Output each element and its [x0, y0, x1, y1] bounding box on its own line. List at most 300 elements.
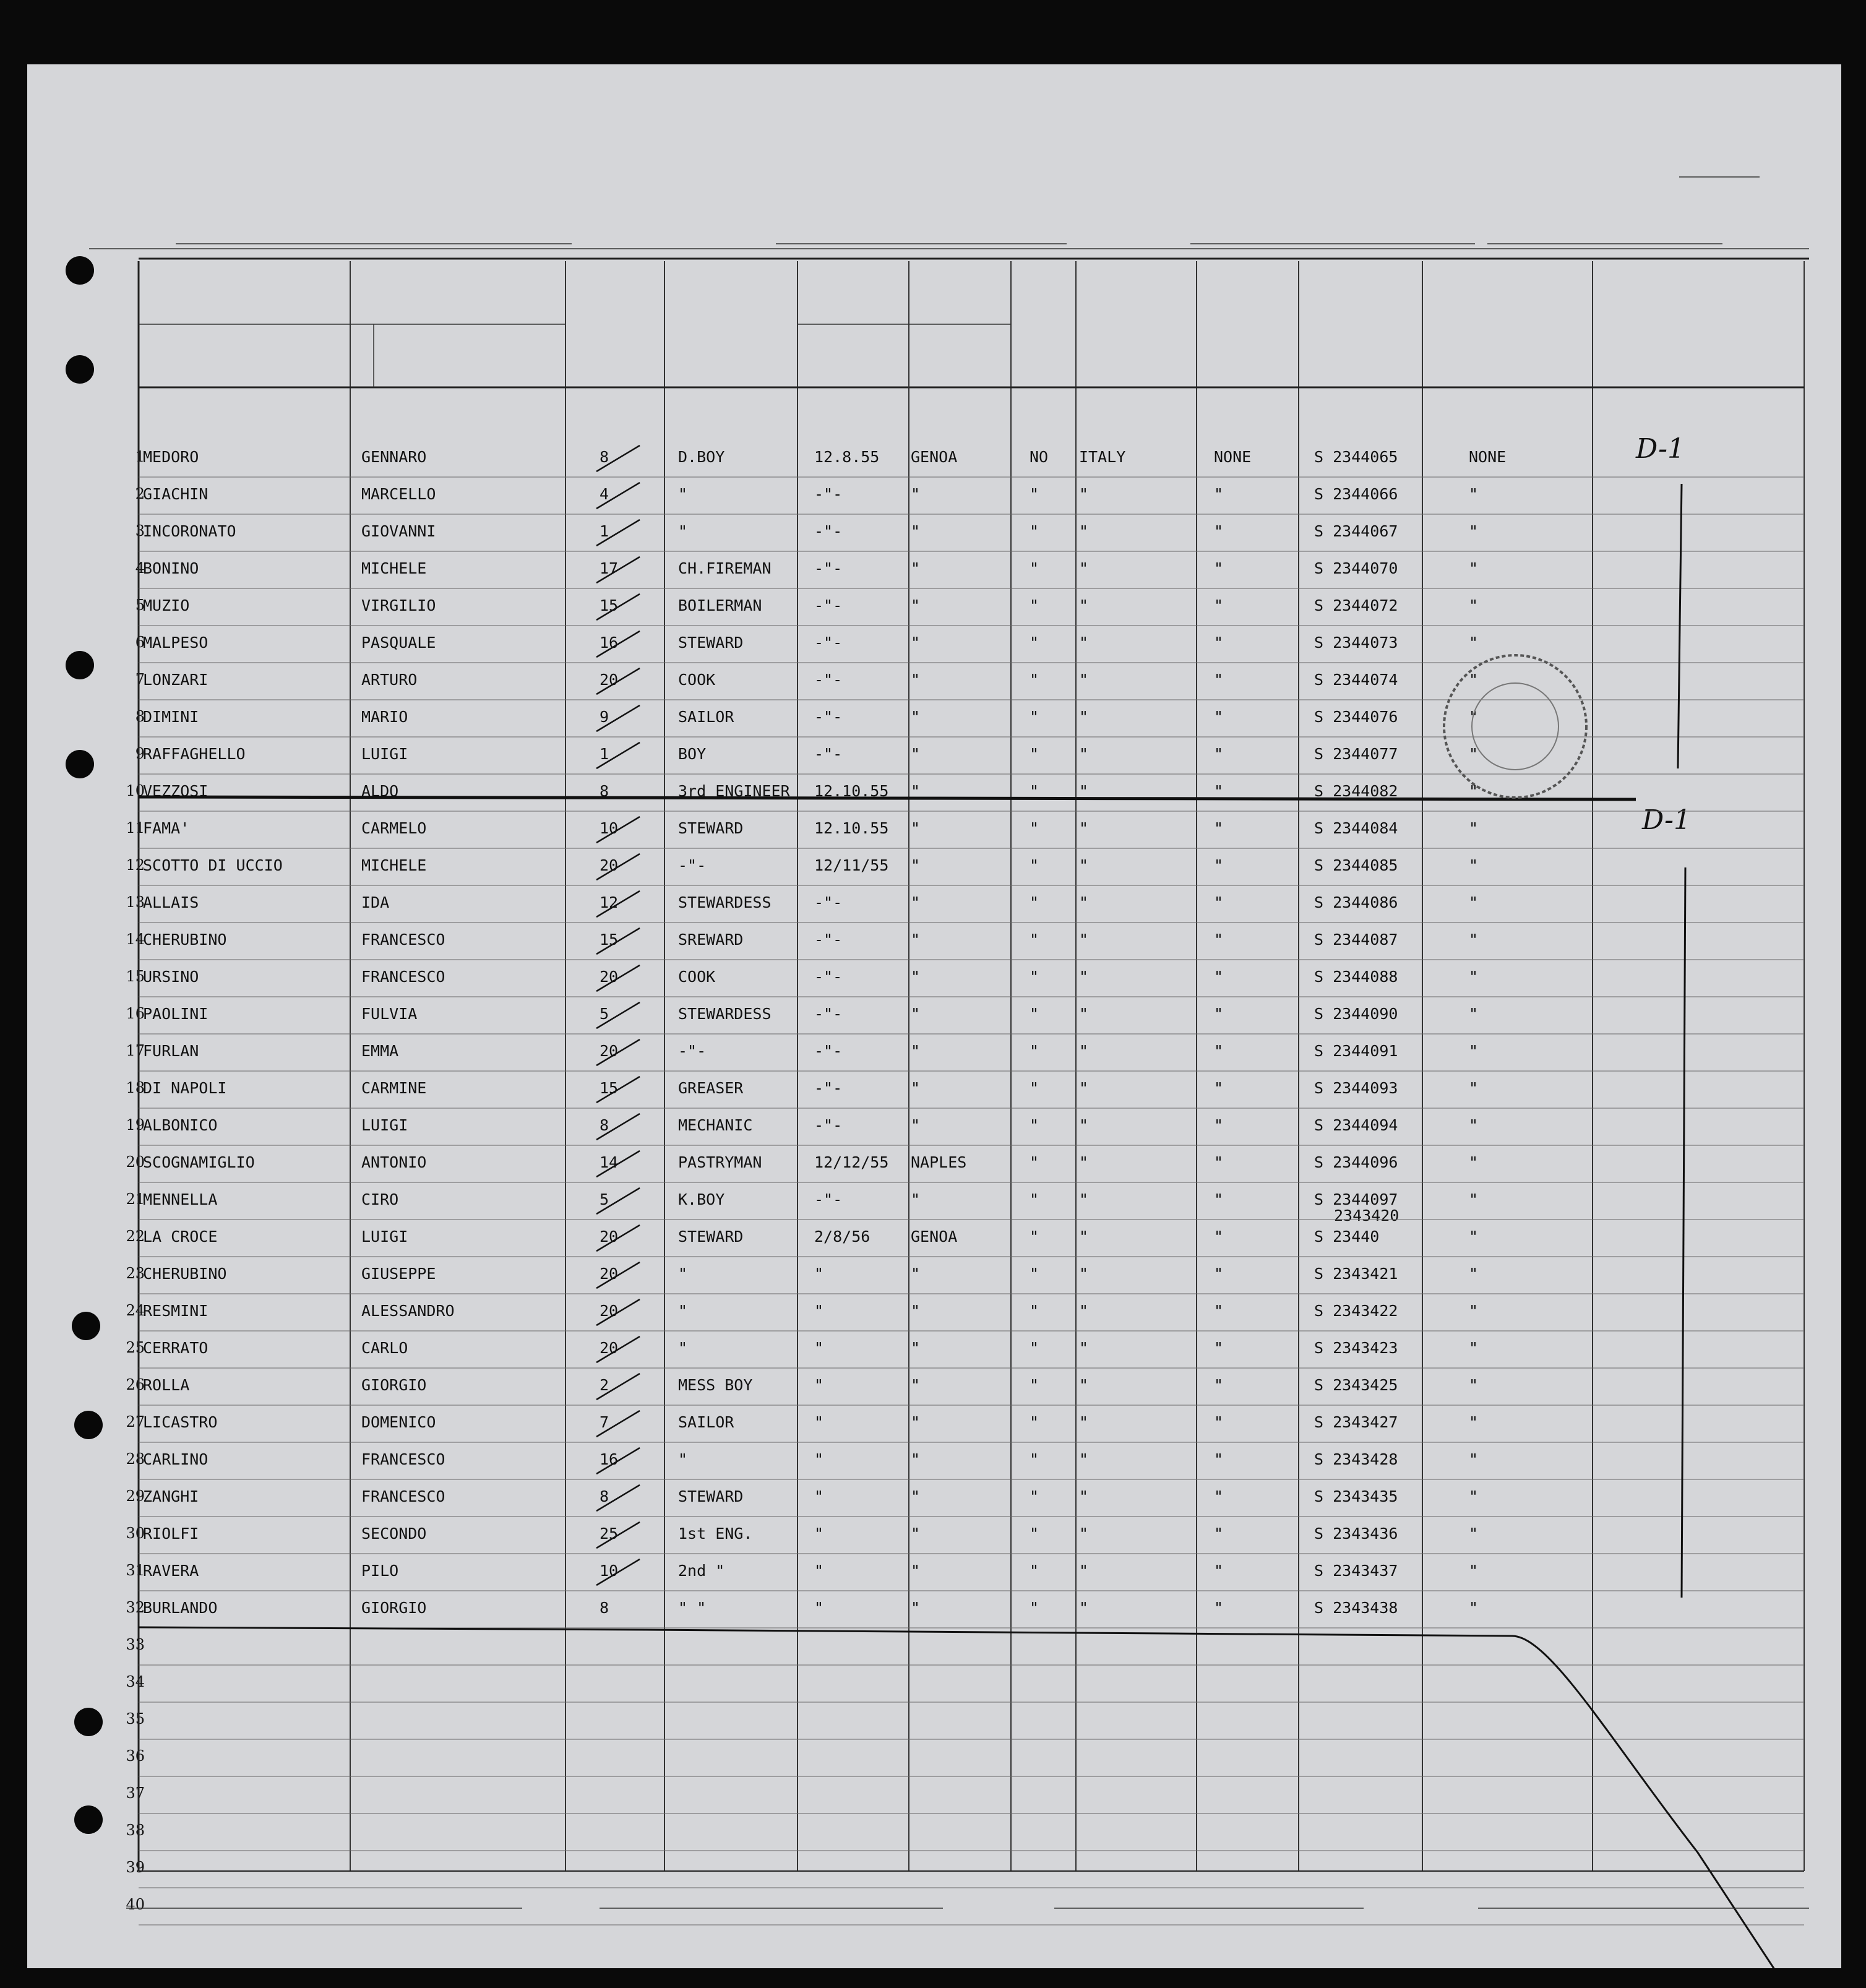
serial-number: S 2344066 [1314, 485, 1398, 503]
serial-number: S 2344082 [1314, 782, 1398, 800]
medicine: " [1214, 1562, 1224, 1580]
row-number: 23 [126, 1265, 145, 1282]
shipped-where: " [911, 596, 921, 614]
binder-hole [66, 256, 94, 285]
position: 2nd " [678, 1562, 725, 1580]
row-number: 19 [126, 1116, 145, 1134]
position: -"- [678, 1042, 707, 1060]
serial-number: S 2344088 [1314, 968, 1398, 986]
remarks: " [1469, 485, 1479, 503]
officer-mark-row11: D-1 [1642, 804, 1691, 836]
service-length: 15 [600, 931, 619, 949]
family-name: LA CROCE [143, 1228, 218, 1246]
family-name: DI NAPOLI [143, 1079, 227, 1097]
country: " [1079, 1265, 1089, 1283]
row-number: 5 [135, 596, 145, 614]
row-number: 24 [126, 1302, 145, 1319]
serial-number: S 2343438 [1314, 1599, 1398, 1617]
serial-number: S 2343428 [1314, 1450, 1398, 1468]
shipped-when: 12.10.55 [814, 819, 889, 837]
service-length: 20 [600, 1042, 619, 1060]
shipped-when: 12.10.55 [814, 782, 889, 800]
discharged: " [1030, 1153, 1039, 1171]
service-length: 20 [600, 856, 619, 874]
remarks: " [1469, 745, 1479, 763]
row-number: 35 [126, 1710, 145, 1728]
serial-number: S 2344090 [1314, 1005, 1398, 1023]
serial-number: S 2344074 [1314, 671, 1398, 689]
position: " [678, 1302, 688, 1320]
medicine: " [1214, 1302, 1224, 1320]
given-name: ARTURO [361, 671, 418, 689]
given-name: MARIO [361, 708, 408, 726]
shipped-where: " [911, 856, 921, 874]
family-name: URSINO [143, 968, 199, 986]
service-length: 16 [600, 1450, 619, 1468]
country: " [1079, 1450, 1089, 1468]
family-name: BURLANDO [143, 1599, 218, 1617]
discharged: " [1030, 1005, 1039, 1023]
service-length: 20 [600, 1228, 619, 1246]
row-number: 32 [126, 1599, 145, 1616]
medicine: " [1214, 1079, 1224, 1097]
family-name: RESMINI [143, 1302, 209, 1320]
shipped-where: " [911, 671, 921, 689]
country: " [1079, 1339, 1089, 1357]
given-name: FRANCESCO [361, 1487, 445, 1505]
shipped-where: " [911, 893, 921, 911]
medicine: " [1214, 1376, 1224, 1394]
medicine: " [1214, 968, 1224, 986]
binder-hole [66, 750, 94, 778]
serial-number: S 2344065 [1314, 448, 1398, 466]
family-name: GIACHIN [143, 485, 209, 503]
family-name: LONZARI [143, 671, 209, 689]
service-length: 7 [600, 1413, 609, 1431]
medicine: " [1214, 485, 1224, 503]
country: " [1079, 1525, 1089, 1543]
discharged: " [1030, 1562, 1039, 1580]
position: K.BOY [678, 1190, 725, 1208]
service-length: 20 [600, 1339, 619, 1357]
row-number: 30 [126, 1525, 145, 1542]
family-name: FAMA' [143, 819, 190, 837]
service-length: 8 [600, 448, 609, 466]
family-name: MUZIO [143, 596, 190, 614]
family-name: CHERUBINO [143, 1265, 227, 1283]
country: " [1079, 1562, 1089, 1580]
medicine: " [1214, 522, 1224, 540]
given-name: CARMINE [361, 1079, 427, 1097]
remarks: " [1469, 1376, 1479, 1394]
shipped-when: -"- [814, 968, 843, 986]
discharged: " [1030, 819, 1039, 837]
country: " [1079, 596, 1089, 614]
discharged: " [1030, 1302, 1039, 1320]
discharged: " [1030, 634, 1039, 652]
family-name: INCORONATO [143, 522, 236, 540]
serial-number: S 2344073 [1314, 634, 1398, 652]
row-number: 1 [135, 448, 145, 465]
position: COOK [678, 671, 716, 689]
shipped-where: " [911, 1487, 921, 1505]
position: MESS BOY [678, 1376, 753, 1394]
remarks: " [1469, 634, 1479, 652]
medicine: " [1214, 1228, 1224, 1246]
remarks: " [1469, 1042, 1479, 1060]
shipped-when: -"- [814, 1005, 843, 1023]
discharged: " [1030, 1228, 1039, 1246]
service-length: 5 [600, 1190, 609, 1208]
given-name: CARLO [361, 1339, 408, 1357]
position: SAILOR [678, 1413, 734, 1431]
position: STEWARD [678, 1228, 744, 1246]
given-name: FRANCESCO [361, 1450, 445, 1468]
discharged: " [1030, 708, 1039, 726]
serial-number: S 2343425 [1314, 1376, 1398, 1394]
family-name: SCOGNAMIGLIO [143, 1153, 255, 1171]
service-length: 12 [600, 893, 619, 911]
shipped-when: " [814, 1487, 824, 1505]
service-length: 25 [600, 1525, 619, 1543]
given-name: GIOVANNI [361, 522, 436, 540]
shipped-where: " [911, 782, 921, 800]
remarks: " [1469, 1153, 1479, 1171]
discharged: " [1030, 1376, 1039, 1394]
service-length: 9 [600, 708, 609, 726]
medicine: " [1214, 1116, 1224, 1134]
shipped-where: " [911, 745, 921, 763]
shipped-when: -"- [814, 634, 843, 652]
shipped-when: " [814, 1525, 824, 1543]
remarks: " [1469, 596, 1479, 614]
position: STEWARD [678, 1487, 744, 1505]
row-number: 17 [126, 1042, 145, 1059]
country: " [1079, 1228, 1089, 1246]
family-name: MALPESO [143, 634, 209, 652]
service-length: 8 [600, 1116, 609, 1134]
position: GREASER [678, 1079, 744, 1097]
service-length: 10 [600, 819, 619, 837]
country: ITALY [1079, 448, 1126, 466]
binder-hole [66, 651, 94, 679]
medicine: " [1214, 856, 1224, 874]
medicine: " [1214, 1153, 1224, 1171]
row-number: 18 [126, 1079, 145, 1096]
shipped-when: " [814, 1302, 824, 1320]
shipped-where: GENOA [911, 448, 958, 466]
given-name: LUIGI [361, 1116, 408, 1134]
position: " " [678, 1599, 707, 1617]
medicine: " [1214, 819, 1224, 837]
row-number: 16 [126, 1005, 145, 1022]
remarks: " [1469, 1339, 1479, 1357]
position: STEWARD [678, 819, 744, 837]
family-name: RAFFAGHELLO [143, 745, 246, 763]
shipped-where: GENOA [911, 1228, 958, 1246]
shipped-where: " [911, 1413, 921, 1431]
remarks: " [1469, 782, 1479, 800]
binder-hole [74, 1411, 103, 1439]
serial-number: S 2343437 [1314, 1562, 1398, 1580]
shipped-when: " [814, 1339, 824, 1357]
position: SAILOR [678, 708, 734, 726]
row-number: 15 [126, 968, 145, 985]
serial-number: S 2344091 [1314, 1042, 1398, 1060]
given-name: LUIGI [361, 745, 408, 763]
service-length: 20 [600, 1302, 619, 1320]
family-name: BONINO [143, 559, 199, 577]
family-name: PAOLINI [143, 1005, 209, 1023]
service-length: 16 [600, 634, 619, 652]
serial-number: S 2344096 [1314, 1153, 1398, 1171]
row-number: 2 [135, 485, 145, 502]
shipped-when: " [814, 1450, 824, 1468]
remarks: " [1469, 968, 1479, 986]
row-number: 31 [126, 1562, 145, 1579]
remarks: " [1469, 522, 1479, 540]
service-length: 4 [600, 485, 609, 503]
service-length: 2 [600, 1376, 609, 1394]
row-number: 37 [126, 1784, 145, 1802]
service-length: 8 [600, 1599, 609, 1617]
remarks: " [1469, 1079, 1479, 1097]
given-name: LUIGI [361, 1228, 408, 1246]
service-length: 15 [600, 1079, 619, 1097]
given-name: PILO [361, 1562, 399, 1580]
remarks: " [1469, 1413, 1479, 1431]
shipped-when: 2/8/56 [814, 1228, 871, 1246]
shipped-where: NAPLES [911, 1153, 967, 1171]
discharged: " [1030, 931, 1039, 949]
medicine: NONE [1214, 448, 1252, 466]
shipped-when: -"- [814, 596, 843, 614]
country: " [1079, 968, 1089, 986]
country: " [1079, 522, 1089, 540]
country: " [1079, 931, 1089, 949]
row-number: 12 [126, 856, 145, 874]
discharged: " [1030, 559, 1039, 577]
serial-number: S 2343427 [1314, 1413, 1398, 1431]
discharged: " [1030, 1487, 1039, 1505]
country: " [1079, 1190, 1089, 1208]
given-name: IDA [361, 893, 390, 911]
given-name: MICHELE [361, 559, 427, 577]
position: MECHANIC [678, 1116, 753, 1134]
serial-number: S 2344077 [1314, 745, 1398, 763]
medicine: " [1214, 1265, 1224, 1283]
family-name: RAVERA [143, 1562, 199, 1580]
shipped-where: " [911, 1079, 921, 1097]
row-number: 40 [126, 1896, 145, 1913]
country: " [1079, 745, 1089, 763]
country: " [1079, 1376, 1089, 1394]
remarks: " [1469, 1190, 1479, 1208]
medicine: " [1214, 931, 1224, 949]
row-number: 7 [135, 671, 145, 688]
given-name: MICHELE [361, 856, 427, 874]
service-length: 14 [600, 1153, 619, 1171]
row-number: 34 [126, 1673, 145, 1690]
shipped-where: " [911, 559, 921, 577]
medicine: " [1214, 745, 1224, 763]
serial-number: S 2343421 [1314, 1265, 1398, 1283]
service-length: 5 [600, 1005, 609, 1023]
discharged: " [1030, 856, 1039, 874]
medicine: " [1214, 893, 1224, 911]
shipped-when: -"- [814, 745, 843, 763]
given-name: GIUSEPPE [361, 1265, 436, 1283]
row-number: 33 [126, 1636, 145, 1653]
row-number: 3 [135, 522, 145, 540]
medicine: " [1214, 671, 1224, 689]
serial-number: S 2344067 [1314, 522, 1398, 540]
shipped-where: " [911, 1339, 921, 1357]
position: BOY [678, 745, 707, 763]
country: " [1079, 893, 1089, 911]
given-name: FRANCESCO [361, 968, 445, 986]
shipped-where: " [911, 485, 921, 503]
serial-number: S 2344087 [1314, 931, 1398, 949]
remarks: NONE [1469, 448, 1507, 466]
service-length: 1 [600, 745, 609, 763]
position: CH.FIREMAN [678, 559, 772, 577]
medicine: " [1214, 782, 1224, 800]
shipped-when: -"- [814, 671, 843, 689]
discharged: " [1030, 1116, 1039, 1134]
shipped-when: -"- [814, 485, 843, 503]
country: " [1079, 1042, 1089, 1060]
discharged: " [1030, 893, 1039, 911]
remarks: " [1469, 1005, 1479, 1023]
row-number: 13 [126, 893, 145, 911]
discharged: " [1030, 1190, 1039, 1208]
country: " [1079, 671, 1089, 689]
country: " [1079, 1599, 1089, 1617]
remarks: " [1469, 1487, 1479, 1505]
position: " [678, 522, 688, 540]
family-name: RIOLFI [143, 1525, 199, 1543]
discharged: " [1030, 485, 1039, 503]
manifest-sheet [27, 64, 1841, 1968]
discharged: " [1030, 1525, 1039, 1543]
serial-number: S 2344076 [1314, 708, 1398, 726]
officer-mark-row1: D-1 [1636, 433, 1685, 465]
country: " [1079, 782, 1089, 800]
medicine: " [1214, 634, 1224, 652]
serial-number: S 2344093 [1314, 1079, 1398, 1097]
country: " [1079, 485, 1089, 503]
given-name: FRANCESCO [361, 931, 445, 949]
country: " [1079, 1302, 1089, 1320]
discharged: " [1030, 1413, 1039, 1431]
given-name: CARMELO [361, 819, 427, 837]
given-name: GIORGIO [361, 1376, 427, 1394]
position: BOILERMAN [678, 596, 762, 614]
medicine: " [1214, 1339, 1224, 1357]
medicine: " [1214, 1599, 1224, 1617]
service-length: 8 [600, 1487, 609, 1505]
family-name: FURLAN [143, 1042, 199, 1060]
medicine: " [1214, 1487, 1224, 1505]
row-number: 8 [135, 708, 145, 725]
service-length: 1 [600, 522, 609, 540]
row-number: 25 [126, 1339, 145, 1356]
given-name: EMMA [361, 1042, 399, 1060]
row-number: 21 [126, 1190, 145, 1208]
discharged: " [1030, 782, 1039, 800]
medicine: " [1214, 559, 1224, 577]
position: -"- [678, 856, 707, 874]
position: COOK [678, 968, 716, 986]
binder-hole [74, 1708, 103, 1736]
given-name: ALESSANDRO [361, 1302, 455, 1320]
table-grid [27, 64, 1841, 1968]
position: " [678, 1450, 688, 1468]
remarks: " [1469, 1562, 1479, 1580]
row-number: 6 [135, 634, 145, 651]
shipped-when: " [814, 1599, 824, 1617]
service-length: 15 [600, 596, 619, 614]
medicine: " [1214, 596, 1224, 614]
given-name: GIORGIO [361, 1599, 427, 1617]
row-number: 36 [126, 1747, 145, 1765]
remarks: " [1469, 1525, 1479, 1543]
shipped-where: " [911, 1562, 921, 1580]
row-number: 22 [126, 1228, 145, 1245]
serial-number: S 2344094 [1314, 1116, 1398, 1134]
shipped-when: 12/12/55 [814, 1153, 889, 1171]
shipped-when: -"- [814, 1042, 843, 1060]
service-length: 8 [600, 782, 609, 800]
position: 1st ENG. [678, 1525, 753, 1543]
medicine: " [1214, 1525, 1224, 1543]
serial-number: S 2343422 [1314, 1302, 1398, 1320]
shipped-when: " [814, 1413, 824, 1431]
given-name: MARCELLO [361, 485, 436, 503]
serial-number: S 2344072 [1314, 596, 1398, 614]
row-number: 28 [126, 1450, 145, 1468]
medicine: " [1214, 1042, 1224, 1060]
position: PASTRYMAN [678, 1153, 762, 1171]
shipped-where: " [911, 1042, 921, 1060]
position: SREWARD [678, 931, 744, 949]
row-number: 20 [126, 1153, 145, 1171]
discharged: " [1030, 1450, 1039, 1468]
country: " [1079, 856, 1089, 874]
given-name: SECONDO [361, 1525, 427, 1543]
country: " [1079, 1153, 1089, 1171]
country: " [1079, 1116, 1089, 1134]
discharged: " [1030, 1599, 1039, 1617]
row-number: 11 [126, 819, 145, 837]
service-length: 20 [600, 968, 619, 986]
serial-number: S 2344097 [1314, 1190, 1398, 1208]
country: " [1079, 1005, 1089, 1023]
family-name: MEDORO [143, 448, 199, 466]
shipped-when: " [814, 1265, 824, 1283]
position: " [678, 485, 688, 503]
discharged: " [1030, 1265, 1039, 1283]
row-number: 14 [126, 931, 145, 948]
shipped-when: " [814, 1376, 824, 1394]
medicine: " [1214, 1005, 1224, 1023]
shipped-when: 12/11/55 [814, 856, 889, 874]
medicine: " [1214, 1450, 1224, 1468]
shipped-when: -"- [814, 893, 843, 911]
row-number: 9 [135, 745, 145, 762]
position: STEWARDESS [678, 1005, 772, 1023]
